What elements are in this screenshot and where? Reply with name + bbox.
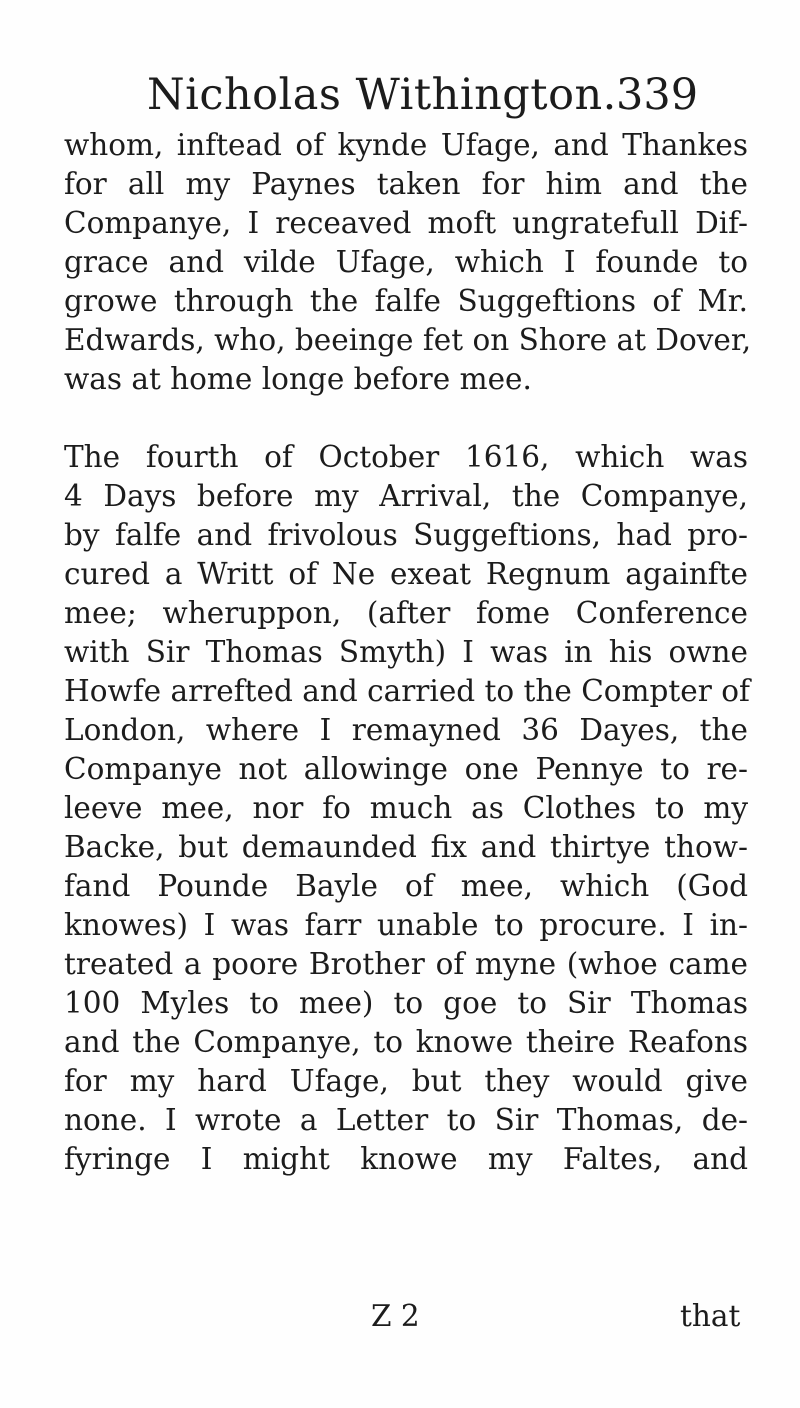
text-line: Companye, I receaved moft ungratefull Dif- <box>64 206 748 240</box>
text-line: Howfe arrefted and carried to the Compter of <box>64 674 750 708</box>
text-line: with Sir Thomas Smyth) I was in his owne <box>64 635 748 669</box>
text-line: Backe, but demaunded fix and thirtye thow- <box>64 830 748 864</box>
body-text <box>64 126 752 1179</box>
text-line: treated a poore Brother of myne (whoe came <box>64 947 748 981</box>
text-line: growe through the falfe Suggeftions of Mr. <box>64 284 748 318</box>
text-line: Companye not allowinge one Pennye to re- <box>64 752 748 786</box>
text-line: for all my Paynes taken for him and the <box>64 167 748 201</box>
text-line: leeve mee, nor fo much as Clothes to my <box>64 791 748 825</box>
text-line: whom, inftead of kynde Ufage, and Thankes <box>64 128 748 162</box>
text-line: knowes) I was farr unable to procure. I in- <box>64 908 748 942</box>
running-head: Nicholas Withington. <box>147 70 617 120</box>
text-line: mee; wheruppon, (after fome Conference <box>64 596 748 630</box>
text-line: fyringe I might knowe my Faltes, and <box>64 1142 748 1176</box>
text-line: cured a Writt of Ne exeat Regnum againfte <box>64 557 748 591</box>
page-number: 339 <box>616 70 699 120</box>
text-line: for my hard Ufage, but they would give <box>64 1064 748 1098</box>
text-line: 100 Myles to mee) to goe to Sir Thomas <box>64 986 748 1020</box>
text-line: was at home longe before mee. <box>64 362 532 396</box>
text-line: none. I wrote a Letter to Sir Thomas, de- <box>64 1103 748 1137</box>
text-line: 4 Days before my Arrival, the Companye, <box>64 479 748 513</box>
text-line: London, where I remayned 36 Dayes, the <box>64 713 748 747</box>
page-footer <box>0 1299 800 1339</box>
text-line: grace and vilde Ufage, which I founde to <box>64 245 748 279</box>
text-line: fand Pounde Bayle of mee, which (God <box>64 869 748 903</box>
signature-mark: Z 2 <box>371 1299 420 1333</box>
text-line: Edwards, who, beeinge fet on Shore at Dover, <box>64 323 752 357</box>
text-line: by falfe and frivolous Suggeftions, had pro- <box>64 518 748 552</box>
paragraph-gap <box>64 399 748 438</box>
text-line: and the Companye, to knowe theire Reafons <box>64 1025 748 1059</box>
text-line: The fourth of October 1616, which was <box>64 440 748 474</box>
page-header <box>0 66 800 126</box>
catchword: that <box>680 1299 741 1333</box>
